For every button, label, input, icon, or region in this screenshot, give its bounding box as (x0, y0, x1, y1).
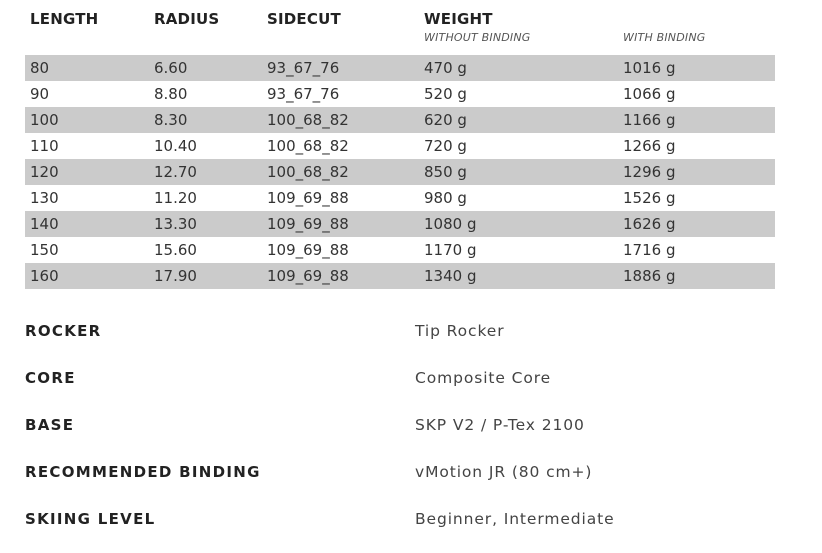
subheader-without-binding: WITHOUT BINDING (424, 31, 531, 44)
cell-with-binding: 1016 g (623, 59, 676, 77)
cell-weight: 1340 g (424, 267, 477, 285)
header-length: LENGTH (30, 10, 99, 28)
cell-sidecut: 100_68_82 (267, 111, 349, 129)
cell-weight: 470 g (424, 59, 467, 77)
property-value: Beginner, Intermediate (415, 510, 615, 528)
cell-weight: 720 g (424, 137, 467, 155)
cell-weight: 1080 g (424, 215, 477, 233)
cell-sidecut: 109_69_88 (267, 241, 349, 259)
cell-radius: 12.70 (154, 163, 197, 181)
cell-sidecut: 109_69_88 (267, 215, 349, 233)
property-recommended-binding (25, 459, 785, 506)
cell-radius: 8.80 (154, 85, 188, 103)
cell-radius: 17.90 (154, 267, 197, 285)
cell-length: 80 (30, 59, 50, 77)
property-list (25, 318, 785, 553)
table-row (25, 159, 775, 185)
cell-with-binding: 1526 g (623, 189, 676, 207)
cell-length: 90 (30, 85, 50, 103)
subheader-with-binding: WITH BINDING (623, 31, 706, 44)
table-row (25, 107, 775, 133)
cell-radius: 10.40 (154, 137, 197, 155)
table-header (25, 10, 775, 55)
cell-weight: 850 g (424, 163, 467, 181)
cell-length: 140 (30, 215, 59, 233)
cell-length: 160 (30, 267, 59, 285)
property-core (25, 365, 785, 412)
cell-weight: 520 g (424, 85, 467, 103)
property-label: ROCKER (25, 322, 102, 340)
cell-weight: 980 g (424, 189, 467, 207)
property-value: vMotion JR (80 cm+) (415, 463, 593, 481)
cell-radius: 15.60 (154, 241, 197, 259)
cell-with-binding: 1066 g (623, 85, 676, 103)
cell-weight: 1170 g (424, 241, 477, 259)
cell-with-binding: 1886 g (623, 267, 676, 285)
cell-sidecut: 100_68_82 (267, 163, 349, 181)
cell-sidecut: 93_67_76 (267, 85, 340, 103)
cell-weight: 620 g (424, 111, 467, 129)
property-base (25, 412, 785, 459)
property-rocker (25, 318, 785, 365)
property-label: BASE (25, 416, 75, 434)
cell-radius: 8.30 (154, 111, 188, 129)
table-row (25, 81, 775, 107)
cell-with-binding: 1296 g (623, 163, 676, 181)
cell-radius: 11.20 (154, 189, 197, 207)
cell-with-binding: 1626 g (623, 215, 676, 233)
cell-sidecut: 109_69_88 (267, 189, 349, 207)
cell-length: 110 (30, 137, 59, 155)
property-label: RECOMMENDED BINDING (25, 463, 261, 481)
property-label: CORE (25, 369, 76, 387)
cell-with-binding: 1166 g (623, 111, 676, 129)
cell-sidecut: 100_68_82 (267, 137, 349, 155)
table-row (25, 55, 775, 81)
spec-table (25, 10, 775, 289)
cell-radius: 6.60 (154, 59, 188, 77)
cell-length: 150 (30, 241, 59, 259)
header-sidecut: SIDECUT (267, 10, 341, 28)
cell-with-binding: 1716 g (623, 241, 676, 259)
cell-with-binding: 1266 g (623, 137, 676, 155)
table-row (25, 211, 775, 237)
property-value: Tip Rocker (415, 322, 505, 340)
table-row (25, 237, 775, 263)
cell-length: 130 (30, 189, 59, 207)
cell-sidecut: 109_69_88 (267, 267, 349, 285)
property-label: SKIING LEVEL (25, 510, 156, 528)
header-radius: RADIUS (154, 10, 220, 28)
table-row (25, 185, 775, 211)
header-weight: WEIGHT (424, 10, 493, 28)
table-row (25, 263, 775, 289)
cell-length: 100 (30, 111, 59, 129)
property-value: SKP V2 / P-Tex 2100 (415, 416, 585, 434)
property-value: Composite Core (415, 369, 552, 387)
property-skiing-level (25, 506, 785, 553)
cell-radius: 13.30 (154, 215, 197, 233)
table-row (25, 133, 775, 159)
cell-sidecut: 93_67_76 (267, 59, 340, 77)
cell-length: 120 (30, 163, 59, 181)
